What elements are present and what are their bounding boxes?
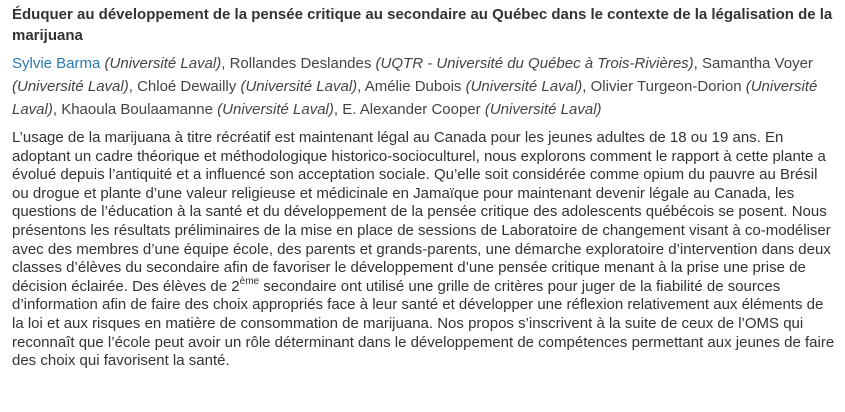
author-separator: , bbox=[357, 78, 365, 95]
author-separator: , bbox=[333, 101, 343, 118]
author-name-link[interactable]: Sylvie Barma bbox=[12, 55, 101, 72]
author-separator: , bbox=[582, 78, 591, 95]
author-affiliation: (UQTR - Université du Québec à Trois-Rivières) bbox=[375, 55, 694, 72]
author-name: Amélie Dubois bbox=[364, 78, 462, 95]
abstract-superscript: ème bbox=[239, 275, 260, 287]
author-separator: , bbox=[52, 101, 62, 118]
author-name: Rollandes Deslandes bbox=[229, 55, 372, 72]
paper-title: Éduquer au développement de la pensée critique au secondaire au Québec dans le contexte de la légalisation de la marijuana bbox=[12, 6, 833, 44]
author-affiliation: (Université Laval) bbox=[484, 101, 602, 118]
author-list bbox=[12, 52, 835, 121]
author-separator: , bbox=[221, 55, 230, 72]
author-name: E. Alexander Cooper bbox=[342, 101, 481, 118]
author-affiliation: (Université Laval) bbox=[465, 78, 583, 95]
author-name: Olivier Turgeon-Dorion bbox=[590, 78, 742, 95]
abstract-text bbox=[12, 129, 835, 371]
author-affiliation: (Université Laval) bbox=[12, 78, 818, 118]
author-affiliation: (Université Laval) bbox=[240, 78, 358, 95]
author-separator: , bbox=[128, 78, 138, 95]
author-affiliation: (Université Laval) bbox=[217, 101, 334, 118]
author-name: Chloé Dewailly bbox=[137, 78, 237, 95]
author-affiliation: (Université Laval) bbox=[104, 55, 222, 72]
author-name: Khaoula Boulaamanne bbox=[61, 101, 213, 118]
author-separator: , bbox=[693, 55, 703, 72]
abstract-part-2: secondaire ont utilisé une grille de critères pour juger de la fiabilité de sources d’information afin de faire des choix appropriés face à leur santé et développer une réflexion relativement aux éléments de la loi et aux risques en matière de consommation de marijuana. Nos propos s’inscrivent à la suite de ceux de l’OMS qui reconnaît que l’école peut avoir un rôle déterminant dans le développement de compétences permettant aux jeunes de faire des choix qui favorisent la santé. bbox=[12, 277, 835, 370]
author-name: Samantha Voyer bbox=[702, 55, 813, 72]
abstract-part-1: L’usage de la marijuana à titre récréatif est maintenant légal au Canada pour les jeunes adultes de 18 ou 19 ans. En adoptant un cadre théorique et méthodologique historico-socioculturel, nous explorons comment le rapport à cette plante a évolué depuis l’antiquité et a influencé son acceptation sociale. Qu’elle soit considérée comme opium du pauvre au Brésil ou drogue et plante d’une valeur religieuse et médicinale en Jamaïque pour maintenant devenir légale au Canada, les questions de l’éducation à la santé et du développement de la pensée critique des adolescents québécois se posent. Nous présentons les résultats préliminaires de la mise en place de sessions de Laboratoire de changement visant à co-modéliser avec des membres d’une équipe école, des parents et grands-parents, une démarche exploratoire d’intervention dans deux classes d’élèves du secondaire afin de favoriser le développement d’une pensée critique menant à la prise une prise de décision éclairée. Des élèves de 2 bbox=[12, 129, 831, 295]
author-affiliation: (Université Laval) bbox=[12, 78, 129, 95]
